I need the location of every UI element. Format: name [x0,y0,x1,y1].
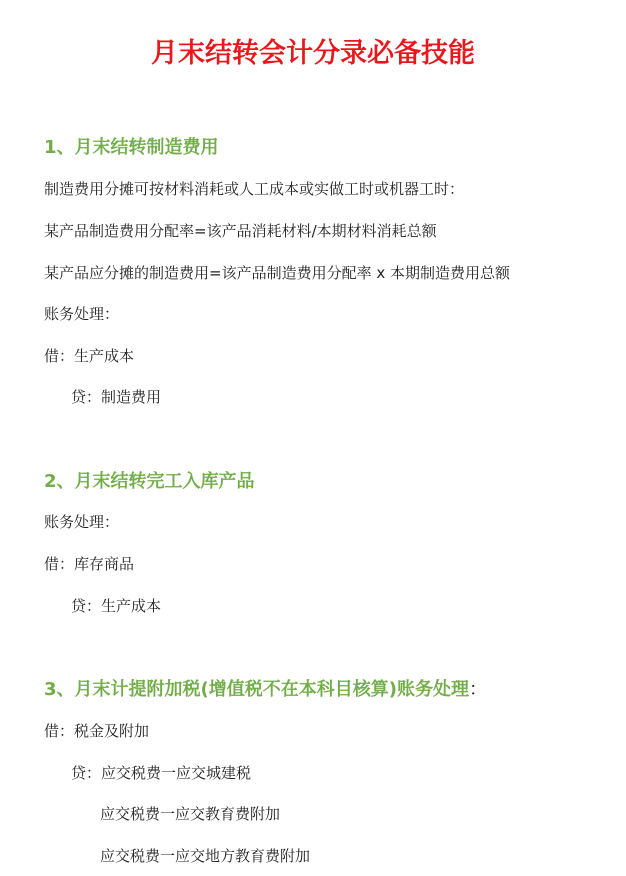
section-3-credit-entry-2: 应交税费一应交教育费附加 [100,805,281,823]
section-3-credit-entry-3: 应交税费一应交地方教育费附加 [100,847,311,865]
section-1-line-1: 制造费用分摊可按材料消耗或人工成本或实做工时或机器工时： [44,180,465,198]
section-1-line-2: 某产品制造费用分配率=该产品消耗材料/本期材料消耗总额 [44,222,437,240]
section-1-accounting-label: 账务处理： [44,305,120,323]
section-2-credit-entry: 贷：生产成本 [71,597,162,615]
section-3-heading [44,677,487,703]
section-1-debit-entry: 借：生产成本 [44,347,135,365]
section-1-heading: 1、月末结转制造费用 [44,137,219,158]
section-3-heading-text: 3、月末计提附加税(增值税不在本科目核算)账务处理 [44,679,469,700]
page-title: 月末结转会计分录必备技能 [151,38,475,69]
section-3-debit-entry: 借：税金及附加 [44,722,150,740]
section-1-line-3: 某产品应分摊的制造费用=该产品制造费用分配率 x 本期制造费用总额 [44,264,510,282]
section-2-accounting-label: 账务处理： [44,513,120,531]
section-2-debit-entry: 借：库存商品 [44,555,135,573]
section-1-credit-entry: 贷：制造费用 [71,388,162,406]
section-2-heading: 2、月末结转完工入库产品 [44,471,255,492]
section-3-heading-colon: ： [468,679,487,700]
section-3-credit-entry-1: 贷：应交税费一应交城建税 [71,764,252,782]
